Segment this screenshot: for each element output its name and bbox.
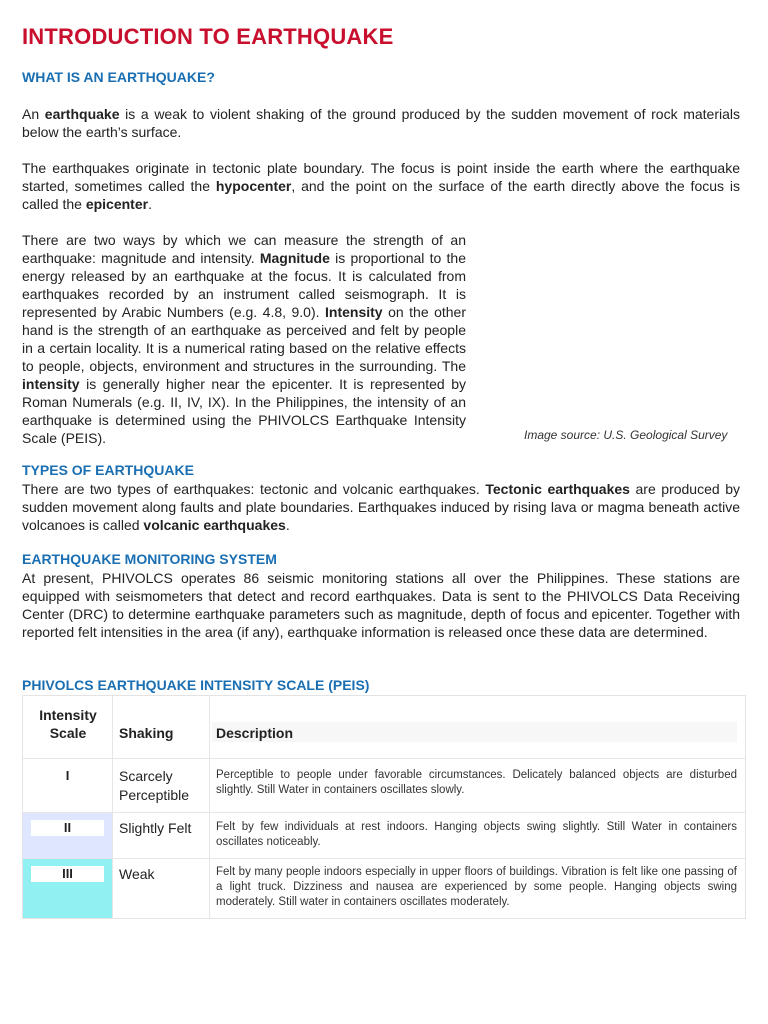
term-tectonic-earthquakes: Tectonic earthquakes	[485, 481, 630, 497]
term-volcanic-earthquakes: volcanic earthquakes	[143, 517, 286, 533]
peis-table	[22, 695, 746, 919]
shaking-label: Scarcely Perceptible	[119, 768, 190, 803]
paragraph-earthquake-types: There are two types of earthquakes: tectonic and volcanic earthquakes. Tectonic earthquakes are produced by sudden movement along faults and plate boundaries. Earthquakes induced by rising lava or magma beneath active volcanoes is called volcanic earthquakes.	[22, 481, 741, 533]
paragraph-earthquake-definition: An earthquake is a weak to violent shaking of the ground produced by the sudden movement of rock materials below the earth’s surface.	[22, 106, 741, 140]
column-divider	[112, 696, 113, 918]
term-hypocenter: hypocenter	[215, 178, 292, 194]
page-title: INTRODUCTION TO EARTHQUAKE	[22, 24, 394, 49]
intensity-value: II	[31, 820, 104, 836]
intensity-description: Felt by many people indoors especially in upper floors of buildings. Vibration is felt like one passing of a light truck. Dizziness and nausea are experienced by some people. Hanging objects swing moderately. Still water in containers oscillates moderately.	[216, 866, 737, 908]
column-header-intensity-scale: Intensity Scale	[39, 707, 97, 741]
term-epicenter: epicenter	[85, 196, 149, 212]
section-heading-monitoring: EARTHQUAKE MONITORING SYSTEM	[22, 551, 277, 567]
image-caption: Image source: U.S. Geological Survey	[524, 428, 728, 442]
term-intensity-2: intensity	[22, 376, 80, 392]
column-header-description: Description	[216, 725, 294, 741]
intensity-description: Perceptible to people under favorable circumstances. Delicately balanced objects are disturbed slightly. Still Water in containers oscillates slowly.	[216, 769, 737, 796]
row-divider	[23, 858, 745, 859]
column-divider	[209, 696, 210, 918]
column-header-shaking: Shaking	[119, 725, 174, 741]
paragraph-magnitude-intensity: There are two ways by which we can measure the strength of an earthquake: magnitude and intensity. Magnitude is proportional to the energy released by an earthquake at the focus. It is calculated from earthquakes recorded by an instrument called seismograph. It is represented by Arabic Numbers (e.g. 4.8, 9.0). Intensity on the other hand is the strength of an earthquake as perceived and felt by people in a certain locality. It is a numerical rating based on the relative effects to people, objects, environment and structures in the surrounding. The intensity is generally higher near the epicenter. It is represented by Roman Numerals (e.g. II, IV, IX). In the Philippines, the intensity of an earthquake is determined using the PHIVOLCS Earthquake Intensity Scale (PEIS).	[22, 232, 467, 446]
intensity-value: III	[31, 866, 104, 882]
shaking-label: Weak	[119, 866, 155, 882]
section-heading-types: TYPES OF EARTHQUAKE	[22, 462, 194, 478]
intensity-value: I	[65, 768, 70, 783]
section-heading-peis: PHIVOLCS EARTHQUAKE INTENSITY SCALE (PEIS)	[22, 677, 370, 693]
term-earthquake: earthquake	[44, 106, 120, 122]
term-magnitude: Magnitude	[259, 250, 330, 266]
header-divider	[23, 758, 745, 759]
row-divider	[23, 812, 745, 813]
term-intensity: Intensity	[325, 304, 383, 320]
intensity-description: Felt by few individuals at rest indoors. Hanging objects swing slightly. Still Water in containers oscillates noticeably.	[216, 821, 737, 848]
section-heading-what: WHAT IS AN EARTHQUAKE?	[22, 69, 215, 85]
paragraph-monitoring-system: At present, PHIVOLCS operates 86 seismic monitoring stations all over the Philippines. These stations are equipped with seismometers that detect and record earthquakes. Data is sent to the PHIVOLCS Data Receiving Center (DRC) to determine earthquake parameters such as magnitude, depth of focus and epicenter. Together with reported felt intensities in the area (if any), earthquake information is released once these data are determined.	[22, 570, 740, 640]
shaking-label: Slightly Felt	[119, 820, 192, 836]
paragraph-focus-epicenter: The earthquakes originate in tectonic plate boundary. The focus is point inside the earth where the earthquake started, sometimes called the hypocenter, and the point on the surface of the earth directly above the focus is called the epicenter.	[22, 160, 740, 212]
